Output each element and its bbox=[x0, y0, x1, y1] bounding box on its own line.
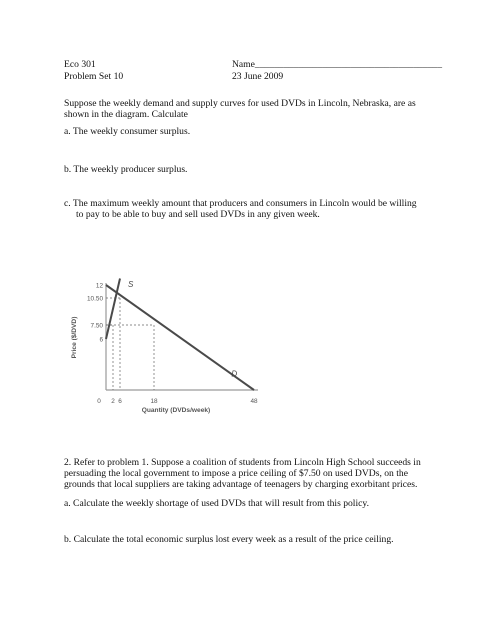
question-2a: a. Calculate the weekly shortage of used DVDs that will result from this policy. bbox=[64, 498, 369, 509]
question-1c-cont: to pay to be able to buy and sell used DVDs in any given week. bbox=[76, 209, 320, 220]
y-tick-label: 6 bbox=[99, 336, 103, 344]
x-tick-label: 0 bbox=[97, 398, 101, 405]
date-label: 23 June 2009 bbox=[232, 71, 284, 82]
x-tick-label: 48 bbox=[250, 398, 258, 405]
series-label-s: S bbox=[128, 280, 134, 289]
y-tick-label: 10.50 bbox=[87, 295, 103, 303]
question-1c: c. The maximum weekly amount that producers and consumers in Lincoln would be willing bbox=[64, 198, 417, 209]
y-axis-label: Price ($/DVD) bbox=[71, 316, 78, 359]
y-tick-label: 7.50 bbox=[90, 322, 103, 330]
question-2b: b. Calculate the total economic surplus lost every week as a result of the price ceiling. bbox=[64, 534, 394, 545]
course-title: Eco 301 bbox=[64, 59, 96, 70]
question-1a: a. The weekly consumer surplus. bbox=[64, 126, 191, 137]
problem-set-label: Problem Set 10 bbox=[64, 71, 124, 82]
series-label-d: D bbox=[231, 369, 238, 379]
problem2-intro: 2. Refer to problem 1. Suppose a coalition of students from Lincoln High School succeeds in persuading the local government to impose a price ceiling of $7.50 on used DVDs, on the grounds that local suppliers are taking advantage of teenagers by charging exorbitant prices. bbox=[64, 457, 421, 490]
x-tick-label: 2 bbox=[111, 398, 115, 405]
name-field: Name_______________________________________ bbox=[232, 59, 442, 70]
x-tick-label: 6 bbox=[118, 398, 122, 405]
question-1b: b. The weekly producer surplus. bbox=[64, 164, 188, 175]
x-axis-label: Quantity (DVDs/week) bbox=[141, 407, 211, 414]
problem1-intro: Suppose the weekly demand and supply curves for used DVDs in Lincoln, Nebraska, are as shown in the diagram. Calculate bbox=[64, 98, 416, 120]
y-tick-label: 12 bbox=[95, 282, 103, 290]
x-tick-label: 18 bbox=[150, 398, 158, 405]
